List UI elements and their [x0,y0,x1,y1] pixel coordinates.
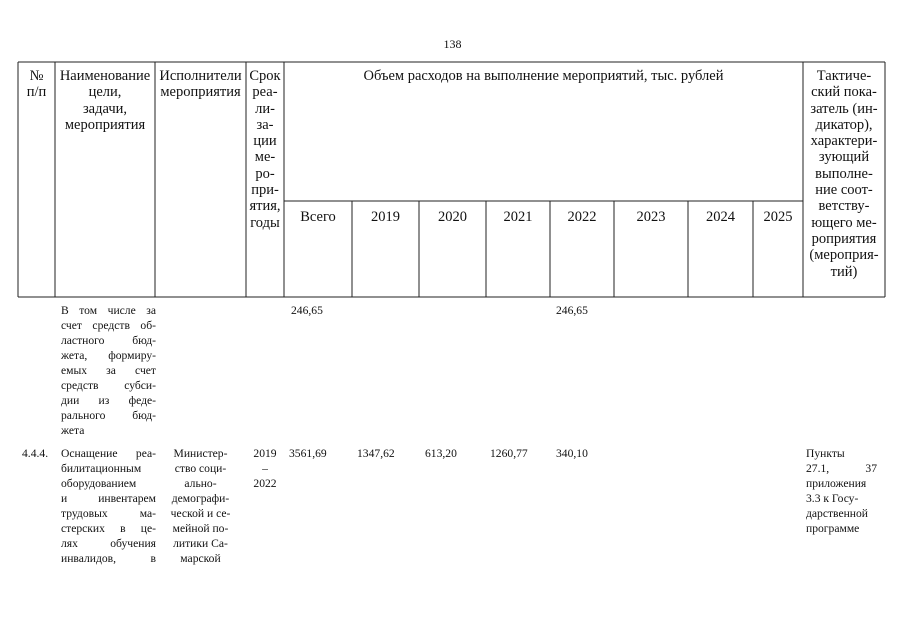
row-2-name-line: Оснащение реа- [61,447,156,460]
row-2-number: 4.4.4. [22,447,49,460]
row-1-name-line: жета, формиру- [61,349,156,362]
header-number: № п/п [26,68,47,101]
page-number: 138 [443,37,462,51]
row-1-2022: 246,65 [556,304,588,317]
row-2-name-line: оборудованием [61,477,137,490]
year-header-2025: 2025 [763,209,793,225]
year-header-2024: 2024 [706,209,735,225]
row-2-executor-line: Министер- [173,447,228,460]
row-2-name-line: и инвентарем [61,492,156,505]
row-2-2021: 1260,77 [490,447,528,460]
row-1-name-line: рального бюд- [61,409,156,422]
row-2-executor-line: ство соци- [174,462,227,475]
row-2-executor-line: ально- [184,477,217,490]
year-header-2022: 2022 [567,209,597,225]
row-2-name-line: билитационным [61,462,142,475]
row-1-name-line: емых за счет [61,364,156,377]
row-1-total: 246,65 [291,304,323,317]
year-header-2019: 2019 [371,209,400,225]
year-header-2021: 2021 [503,209,533,225]
row-2-executor-line: мейной по- [172,522,229,535]
header-executors: Исполнители мероприятия [159,68,242,101]
row-2-indicator-line: 3.3 к Госу- [806,492,859,505]
row-2-name-line: лях обучения [61,537,156,550]
row-2-indicator-line: дарственной [806,507,869,520]
row-2-executor-line: литики Са- [173,537,228,550]
year-header-2023: 2023 [636,209,666,225]
row-1-name-line: средств субси- [61,379,156,392]
row-2-indicator-line: программе [806,522,860,535]
row-1-name-line: В том числе за [61,304,156,317]
row-2-indicator-line: 27.1, 37 [806,462,877,475]
row-2-indicator-line: приложения [806,477,867,490]
row-2-term-line: – [262,462,268,475]
year-header-2020: 2020 [438,209,467,225]
row-2-executor-line: марской [180,552,221,565]
header-volume: Объем расходов на выполнение мероприятий, тыс. рублей [363,68,724,84]
row-1-name-line: жета [61,424,85,437]
row-2-term-line: 2019 [253,447,277,460]
header-name: Наименование цели, задачи, мероприятия [59,68,151,133]
row-2-name-line: трудовых ма- [61,507,156,520]
row-2-2019: 1347,62 [357,447,395,460]
row-2-2022: 340,10 [556,447,588,460]
row-2-executor-line: демографи- [171,492,230,505]
row-2-executor-line: ческой и се- [170,507,231,520]
row-2-indicator-line: Пункты [806,447,845,460]
row-1-name-line: ластного бюд- [61,334,156,347]
row-2-name-line: инвалидов, в [61,552,156,565]
year-header-total: Всего [300,209,336,225]
header-terms: Срок реа- ли- за- ции ме- ро- при- ятия, годы [249,68,281,231]
row-1-name-line: счет средств об- [61,319,156,332]
row-2-2020: 613,20 [425,447,457,460]
row-1-name-line: дии из феде- [61,394,156,407]
row-2-name-line: стерских в це- [61,522,156,535]
row-2-total: 3561,69 [289,447,327,460]
header-indicator: Тактиче- ский пока- затель (ин- дикатор), характери- зующий выполне- ние соот- ветству- ющего ме- роприятия (мероприя- тий) [809,68,879,280]
row-2-term-line: 2022 [253,477,277,490]
